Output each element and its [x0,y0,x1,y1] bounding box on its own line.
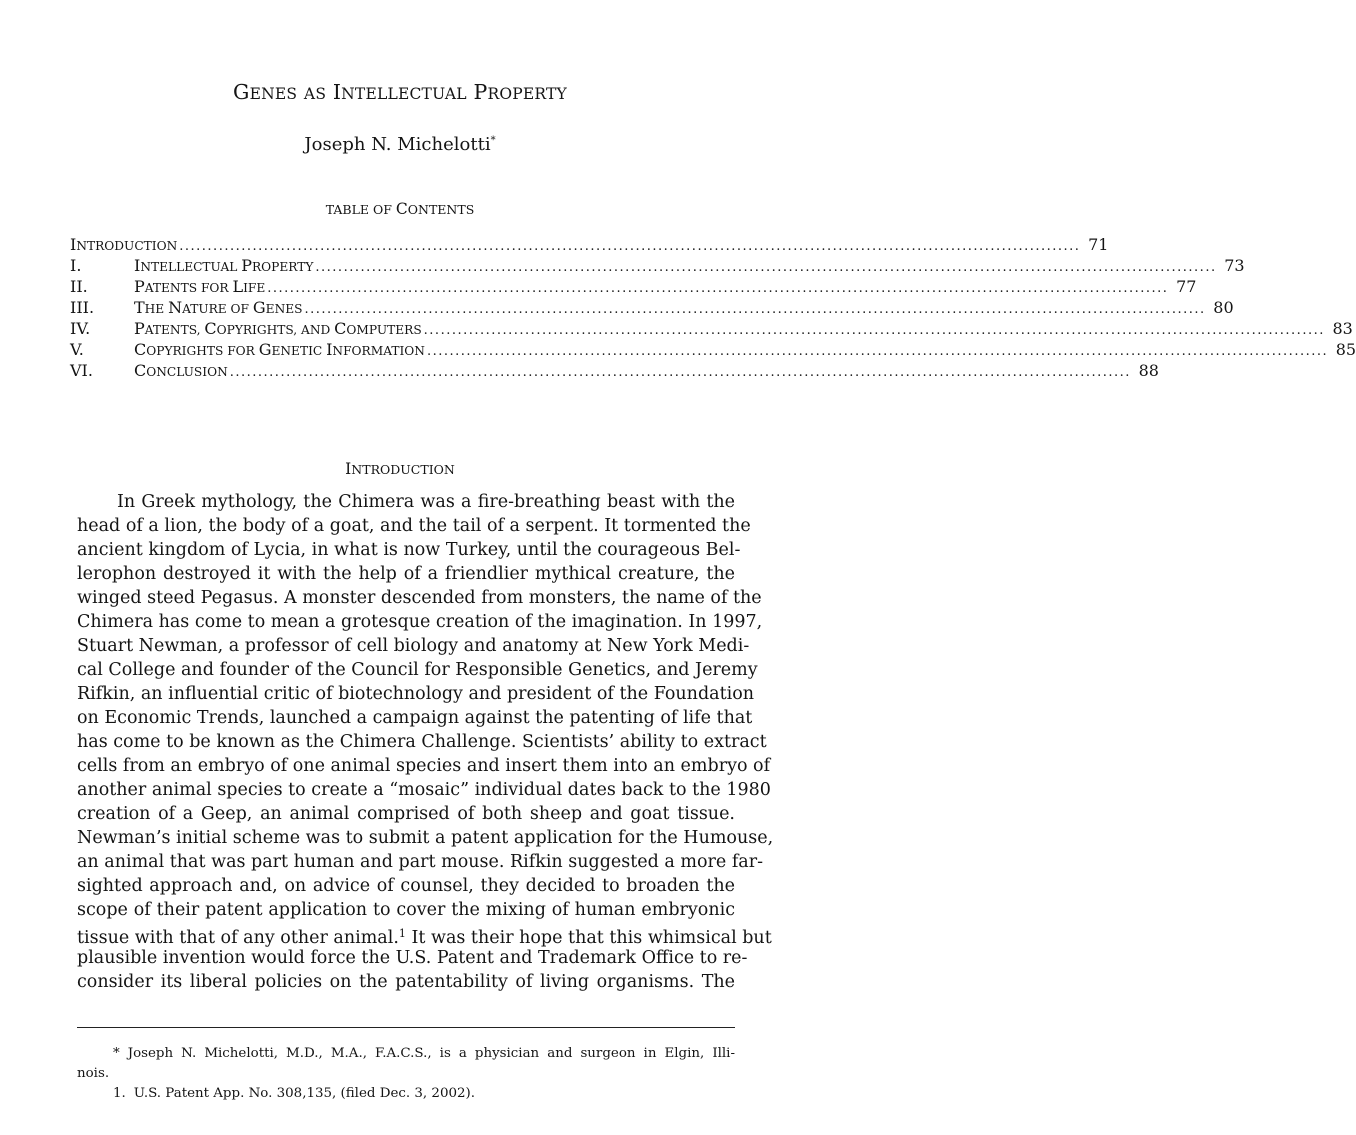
toc-entry [70,276,1197,297]
author-name: Joseph N. Michelotti [304,134,491,155]
toc-page-number: 73 [1224,256,1245,275]
body-line: on Economic Trends, launched a campaign against the patenting of life that [77,708,753,728]
body-line: another animal species to create a “mosaic” individual dates back to the 1980 [77,780,771,800]
author-byline [0,134,800,155]
body-line: consider its liberal policies on the patentability of living organisms. The [77,972,735,992]
footnotes [77,1044,735,1104]
author-footnote-mark: * [490,135,496,146]
toc-leader-dots [427,341,1328,362]
toc-entry [70,360,1159,381]
toc-leader-dots [230,362,1131,383]
section-heading: INTRODUCTION [345,460,455,478]
article-title: GENES AS INTELLECTUAL PROPERTY [233,80,567,104]
toc-entry-title: CONCLUSION [134,361,228,380]
body-line: has come to be known as the Chimera Challenge. Scientists’ ability to extract [77,732,767,752]
body-line: cells from an embryo of one animal species and insert them into an embryo of [77,756,771,776]
toc-page-number: 83 [1332,319,1353,338]
toc-entry [70,234,1109,255]
toc-leader-dots [267,278,1168,299]
body-line: winged steed Pegasus. A monster descended from monsters, the name of the [77,588,762,608]
toc-entry-title: THE NATURE OF GENES [134,298,303,317]
body-line: ancient kingdom of Lycia, in what is now Turkey, until the courageous Bel- [77,540,741,560]
body-line: Newman’s initial scheme was to submit a patent application for the Humouse, [77,828,774,848]
footnote-1: 1. U.S. Patent App. No. 308,135, (filed Dec. 3, 2002). [77,1084,735,1104]
body-line: scope of their patent application to cover the mixing of human embryonic [77,900,735,920]
body-line: head of a lion, the body of a goat, and the tail of a serpent. It tormented the [77,516,751,536]
toc-leader-dots [179,236,1080,257]
toc-entry-number: I. [70,256,82,275]
footnote-mark: 1. [113,1086,126,1101]
toc-entry-title: INTRODUCTION [70,235,178,254]
toc-entry-number: III. [70,298,95,317]
toc-leader-dots [424,320,1325,341]
footnote-reference[interactable]: 1 [398,927,406,940]
toc-page-number: 85 [1335,340,1356,359]
toc-entry-number: V. [70,340,84,359]
toc-entry-number: IV. [70,319,91,338]
body-line: tissue with that of any other animal.$^1$ It was their hope that this whimsical but [77,927,772,948]
body-line: sighted approach and, on advice of counsel, they decided to broaden the [77,876,735,896]
toc-entry [70,339,1356,360]
toc-leader-dots [315,257,1216,278]
toc-entry [70,255,1245,276]
toc-leader-dots [304,299,1205,320]
body-line: cal College and founder of the Council for Responsible Genetics, and Jeremy [77,660,758,680]
body-line: plausible invention would force the U.S. Patent and Trademark Office to re- [77,948,748,968]
toc-page-number: 88 [1138,361,1159,380]
toc-entry-number: VI. [70,361,93,380]
toc-page-number: 80 [1213,298,1234,317]
body-line: In Greek mythology, the Chimera was a fire-breathing beast with the [117,492,735,512]
toc-entry-number: II. [70,277,88,296]
toc-heading: TABLE OF CONTENTS [325,200,475,218]
toc-page-number: 77 [1176,277,1197,296]
footnote-divider [77,1027,735,1028]
body-line: Rifkin, an influential critic of biotechnology and president of the Foundation [77,684,755,704]
footnote-author-continued: nois. [77,1066,110,1081]
body-paragraph [77,490,774,994]
footnote-mark: * [113,1046,120,1061]
toc-entry-title: COPYRIGHTS FOR GENETIC INFORMATION [134,340,425,359]
body-line: an animal that was part human and part mouse. Rifkin suggested a more far- [77,852,764,872]
body-line: creation of a Geep, an animal comprised of both sheep and goat tissue. [77,804,735,824]
body-line: lerophon destroyed it with the help of a friendlier mythical creature, the [77,564,735,584]
toc-entry-title: PATENTS, COPYRIGHTS, AND COMPUTERS [134,319,422,338]
toc-entry [70,297,1234,318]
footnote-author: * Joseph N. Michelotti, M.D., M.A., F.A.C.S., is a physician and surgeon in Elgin, Illi- [77,1044,735,1064]
toc-entry-title: PATENTS FOR LIFE [134,277,266,296]
toc-page-number: 71 [1088,235,1109,254]
toc-entry-title: INTELLECTUAL PROPERTY [134,256,314,275]
body-line: Stuart Newman, a professor of cell biology and anatomy at New York Medi- [77,636,750,656]
table-of-contents [70,234,1356,381]
toc-entry [70,318,1353,339]
body-line: Chimera has come to mean a grotesque creation of the imagination. In 1997, [77,612,763,632]
